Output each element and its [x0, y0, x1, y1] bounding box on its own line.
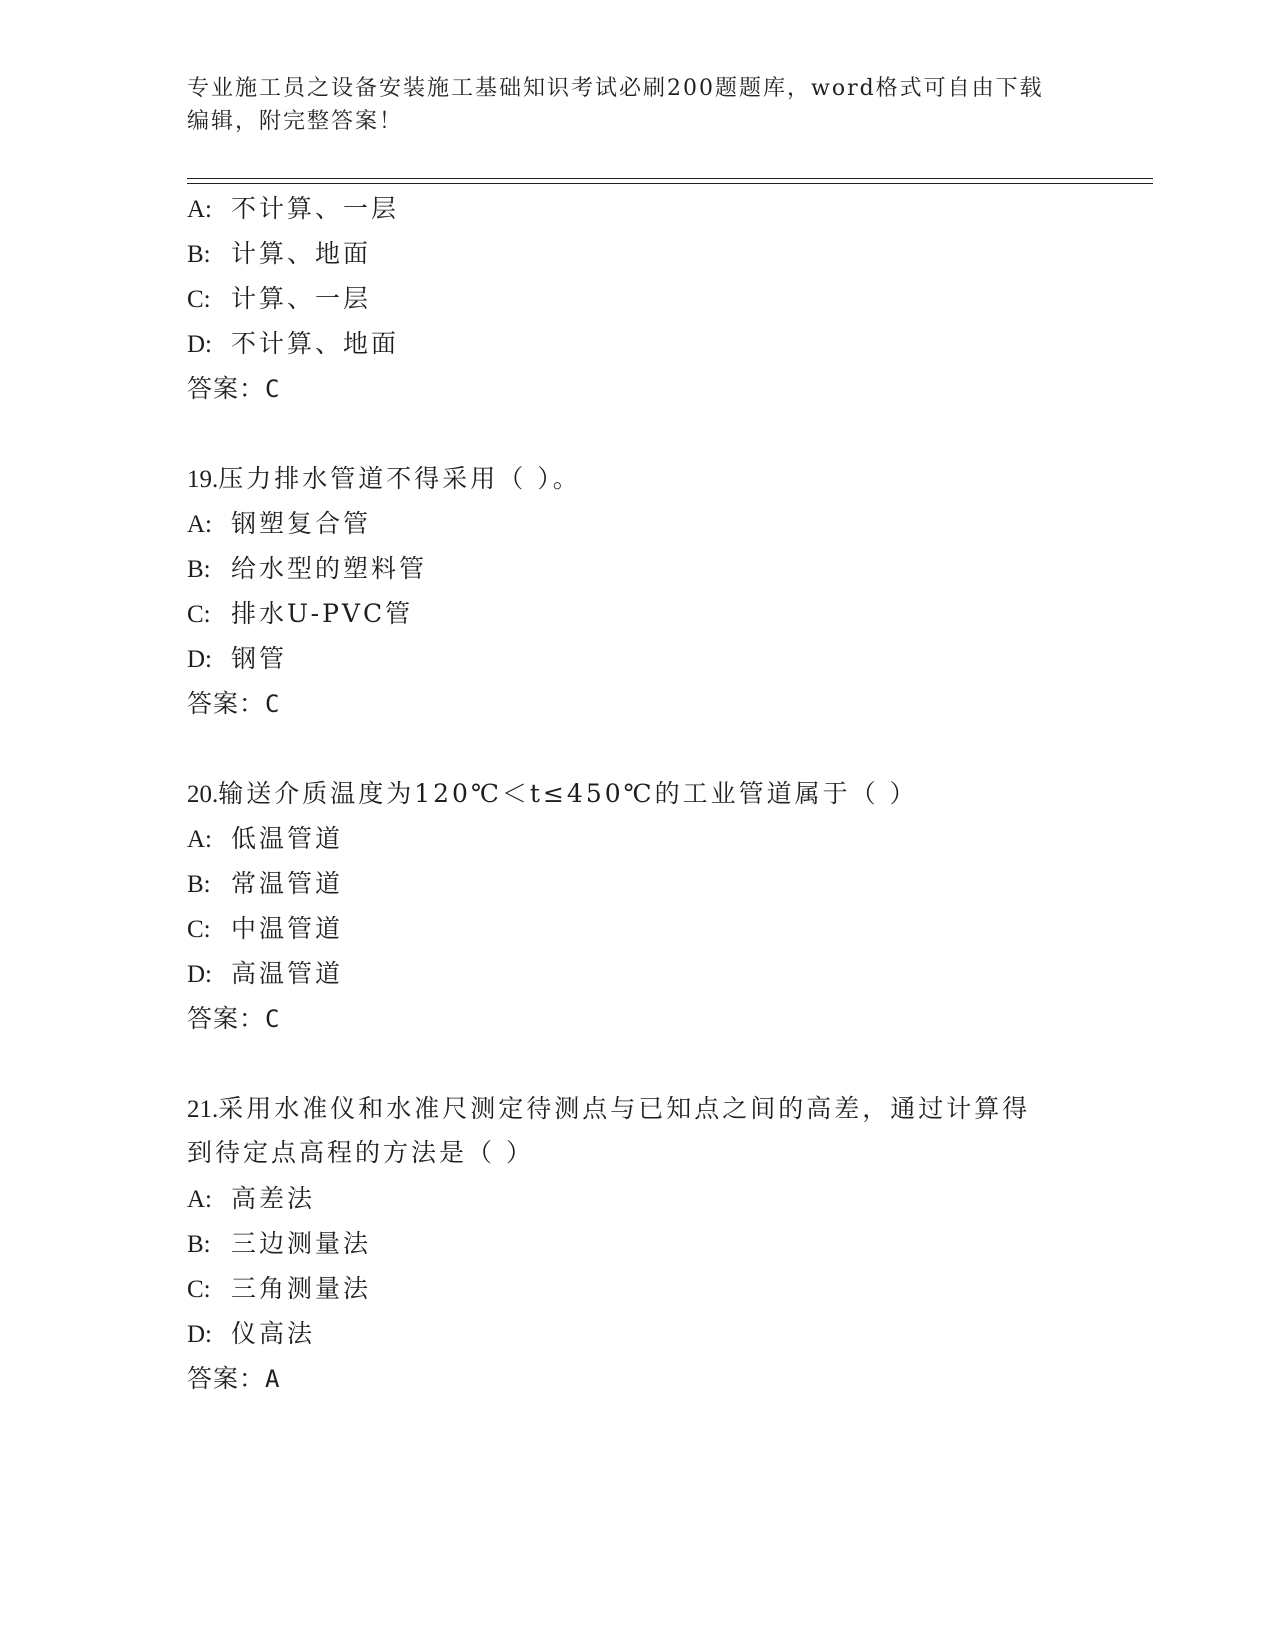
option-c: C: 排水U-PVC管 [187, 599, 414, 628]
answer-line: 答案：C [187, 1004, 281, 1033]
option-b: B: 计算、地面 [187, 239, 372, 268]
option-c: C: 计算、一层 [187, 284, 372, 313]
option-b: B: 常温管道 [187, 869, 344, 898]
answer-value: A [265, 1365, 281, 1393]
option-d: D: 不计算、地面 [187, 329, 400, 358]
header-line-2: 编辑，附完整答案！ [187, 109, 404, 134]
question-stem: 21.采用水准仪和水准尺测定待测点与已知点之间的高差，通过计算得 [187, 1094, 1031, 1123]
option-a: A: 不计算、一层 [187, 194, 400, 223]
question-number: 20. [187, 781, 219, 808]
question-number: 19. [187, 466, 219, 493]
header-line-1: 专业施工员之设备安装施工基础知识考试必刷200题题库，word格式可自由下载 [187, 76, 1044, 101]
document-header [187, 72, 1087, 138]
option-d: D: 高温管道 [187, 959, 344, 988]
answer-line: 答案：C [187, 689, 281, 718]
option-d: D: 钢管 [187, 644, 288, 673]
option-d: D: 仪高法 [187, 1319, 316, 1348]
option-b: B: 三边测量法 [187, 1229, 372, 1258]
answer-line: 答案：C [187, 374, 281, 403]
option-a: A: 钢塑复合管 [187, 509, 372, 538]
answer-value: C [265, 375, 281, 403]
option-a: A: 低温管道 [187, 824, 344, 853]
question-stem-continued: 到待定点高程的方法是（ ） [187, 1138, 534, 1167]
option-b: B: 给水型的塑料管 [187, 554, 428, 583]
answer-value: C [265, 1005, 281, 1033]
option-c: C: 三角测量法 [187, 1274, 372, 1303]
header-divider-bottom [187, 183, 1153, 184]
option-a: A: 高差法 [187, 1184, 316, 1213]
option-c: C: 中温管道 [187, 914, 344, 943]
question-number: 21. [187, 1096, 219, 1123]
header-divider-top [187, 178, 1153, 179]
answer-line: 答案：A [187, 1364, 281, 1393]
answer-value: C [265, 690, 281, 718]
question-stem: 20.输送介质温度为120℃＜t≤450℃的工业管道属于（ ） [187, 779, 918, 808]
question-stem: 19.压力排水管道不得采用（ ）。 [187, 464, 581, 493]
